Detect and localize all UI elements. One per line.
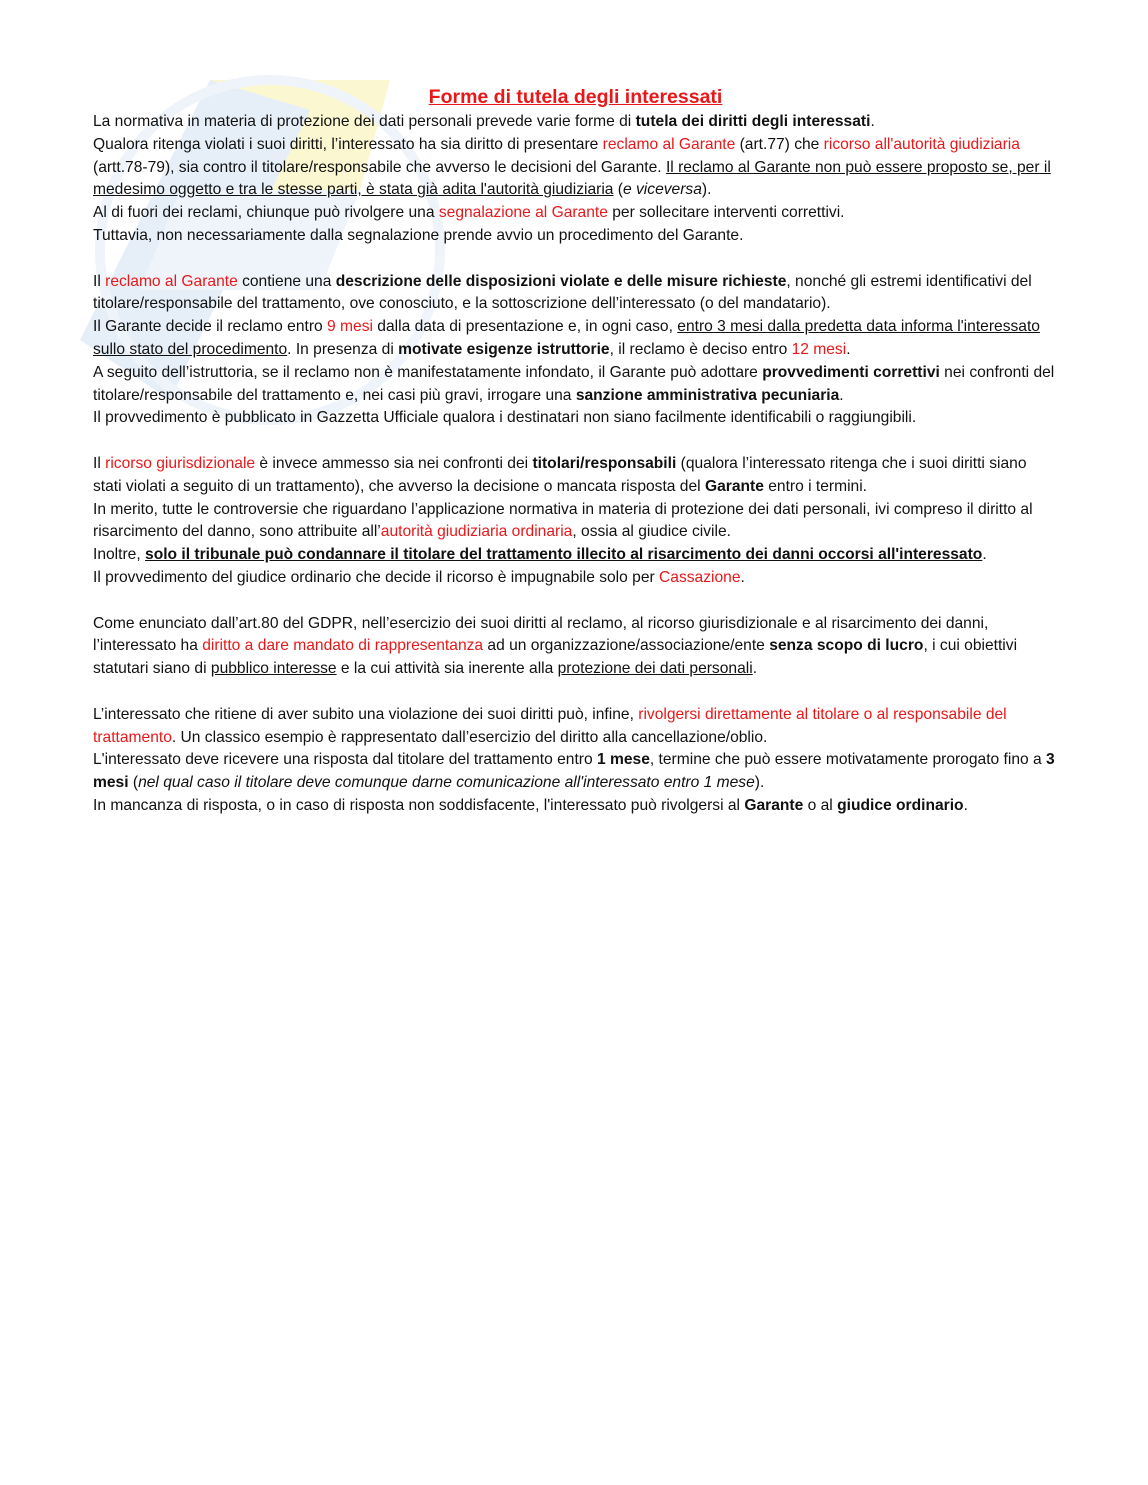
document-title: Forme di tutela degli interessati xyxy=(428,86,723,108)
paragraph-reclamo: Il reclamo al Garante contiene una descrizione delle disposizioni violate e delle misure richieste, nonché gli estremi identificativi del titolare/responsabile del trattamento, ove conosciuto, e la sottoscrizione dell’interessato (o del mandatario). Il Garante decide il reclamo entro 9 mesi dalla data di presentazione e, in ogni caso, entro 3 mesi dalla predetta data informa l'interessato sullo stato del procedimento. In presenza di motivate esigenze istruttorie, il reclamo è deciso entro 12 mesi. A seguito dell’istruttoria, se il reclamo non è manifestatamente infondato, il Garante può adottare provvedimenti correttivi nei confronti del titolare/responsabile del trattamento e, nei casi più gravi, irrogare una sanzione amministrativa pecuniaria. Il provvedimento è pubblicato in Gazzetta Ufficiale qualora i destinatari non siano facilmente identificabili o raggiungibili. xyxy=(93,272,1055,427)
document-page xyxy=(93,84,1058,818)
paragraph-mandato: Come enunciato dall’art.80 del GDPR, nell’esercizio dei suoi diritti al reclamo, al ricorso giurisdizionale e al risarcimento dei danni, l’interessato ha diritto a dare mandato di rappresentanza ad un organizzazione/associazione/ente senza scopo di lucro, i cui obiettivi statutari siano di pubblico interesse e la cui attività sia inerente alla protezione dei dati personali. xyxy=(93,614,1018,678)
paragraph-titolare: L’interessato che ritiene di aver subito una violazione dei suoi diritti può, infine, rivolgersi direttamente al titolare o al responsabile del trattamento. Un classico esempio è rappresentato dall’esercizio del diritto alla cancellazione/oblio. L'interessato deve ricevere una risposta dal titolare del trattamento entro 1 mese, termine che può essere motivatamente prorogato fino a 3 mesi (nel qual caso il titolare deve comunque darne comunicazione all'interessato entro 1 mese). In mancanza di risposta, o in caso di risposta non soddisfacente, l'interessato può rivolgersi al Garante o al giudice ordinario. xyxy=(93,705,1055,814)
paragraph-intro: La normativa in materia di protezione dei dati personali prevede varie forme di tutela dei diritti degli interessati. Qualora ritenga violati i suoi diritti, l’interessato ha sia diritto di presentare reclamo al Garante (art.77) che ricorso all'autorità giudiziaria (artt.78-79), sia contro il titolare/responsabile che avverso le decisioni del Garante. Il reclamo al Garante non può essere proposto se, per il medesimo oggetto e tra le stesse parti, è stata già adita l'autorità giudiziaria (e viceversa). Al di fuori dei reclami, chiunque può rivolgere una segnalazione al Garante per sollecitare interventi correttivi. Tuttavia, non necessariamente dalla segnalazione prende avvio un procedimento del Garante. xyxy=(93,113,1051,244)
paragraph-ricorso: Il ricorso giurisdizionale è invece ammesso sia nei confronti dei titolari/responsabili (qualora l’interessato ritenga che i suoi diritti siano stati violati a seguito di un trattamento), che avverso la decisione o mancata risposta del Garante entro i termini. In merito, tutte le controversie che riguardano l’applicazione normativa in materia di protezione dei dati personali, ivi compreso il diritto al risarcimento del danno, sono attribuite all’autorità giudiziaria ordinaria, ossia al giudice civile. Inoltre, solo il tribunale può condannare il titolare del trattamento illecito al risarcimento dei danni occorsi all'interessato. Il provvedimento del giudice ordinario che decide il ricorso è impugnabile solo per Cassazione. xyxy=(93,454,1033,586)
